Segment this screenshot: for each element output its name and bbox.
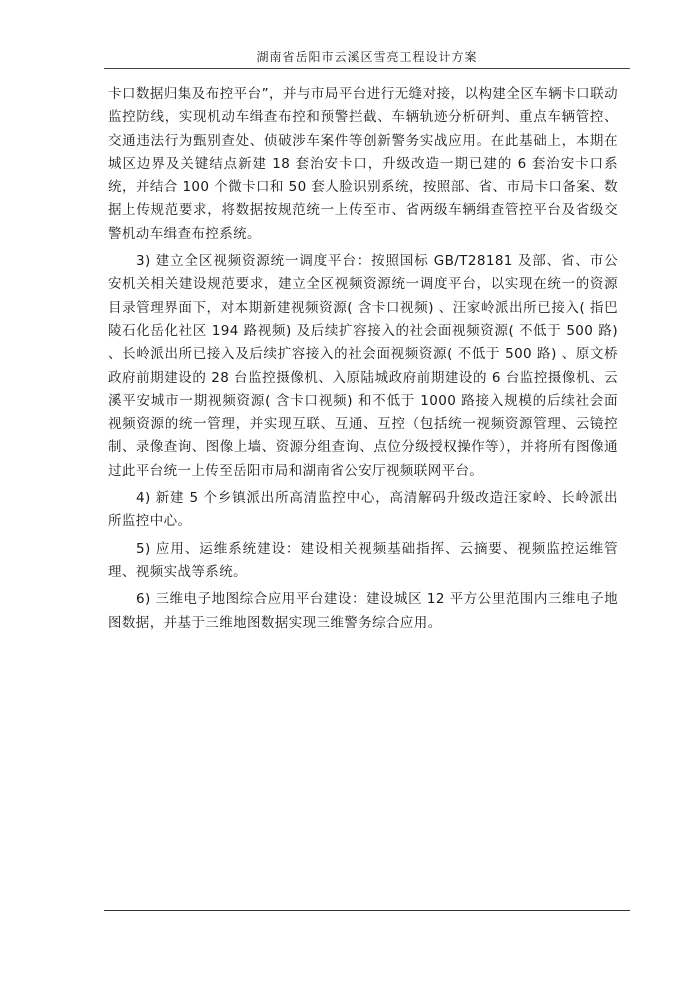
- page-header: 湖南省岳阳市云溪区雪亮工程设计方案: [256, 50, 478, 64]
- paragraph-checkpoint-platform: 卡口数据归集及布控平台”，并与市局平台进行无缝对接，以构建全区车辆卡口联动监控防线，实现机动车缉查布控和预警拦截、车辆轨迹分析研判、重点车辆管控、交通违法行为甄别查处、侦破涉车案件等创新警务实战应用。在此基础上，本期在城区边界及关键结点新建 18 套治安卡口，升级改造一期已建的 6 套治安卡口系统，并结合 100 个微卡口和 50 套人脸识别系统，按照部、省、市局卡口备案、数据上传规范要求，将数据按规范统一上传至市、省两级车辆缉查管控平台及省级交警机动车缉查布控系统。: [108, 86, 618, 242]
- paragraph-video-dispatch-platform: 3) 建立全区视频资源统一调度平台：按照国标 GB/T28181 及部、省、市公安机关相关建设规范要求，建立全区视频资源统一调度平台，以实现在统一的资源目录管理界面下，对本期新建视频资源( 含卡口视频) 、汪家岭派出所已接入( 指巴陵石化岳化社区 194 路视频) 及后续扩容接入的社会面视频资源( 不低于 500 路) 、长岭派出所已接入及后续扩容接入的社会面视频资源( 不低于 500 路) 、原文桥政府前期建设的 28 台监控摄像机、入原陆城政府前期建设的 6 台监控摄像机、云溪平安城市一期视频资源( 含卡口视频) 和不低于 1000 路接入规模的后续社会面视频资源的统一管理，并实现互联、互通、互控（包括统一视频资源管理、云镜控制、录像查询、图像上墙、资源分组查询、点位分级授权操作等），并将所有图像通过此平台统一上传至岳阳市局和湖南省公安厅视频联网平台。: [108, 253, 618, 479]
- header-divider: [104, 68, 630, 69]
- paragraph-ops-systems: 5) 应用、运维系统建设：建设相关视频基础指挥、云摘要、视频监控运维管理、视频实战等系统。: [108, 540, 618, 580]
- paragraph-3d-map-platform: 6) 三维电子地图综合应用平台建设：建设城区 12 平方公里范围内三维电子地图数据，并基于三维地图数据实现三维警务综合应用。: [108, 591, 618, 631]
- paragraph-township-monitoring-centers: 4) 新建 5 个乡镇派出所高清监控中心，高清解码升级改造汪家岭、长岭派出所监控中心。: [108, 490, 618, 530]
- footer-divider: [104, 910, 630, 911]
- document-body: [108, 83, 618, 635]
